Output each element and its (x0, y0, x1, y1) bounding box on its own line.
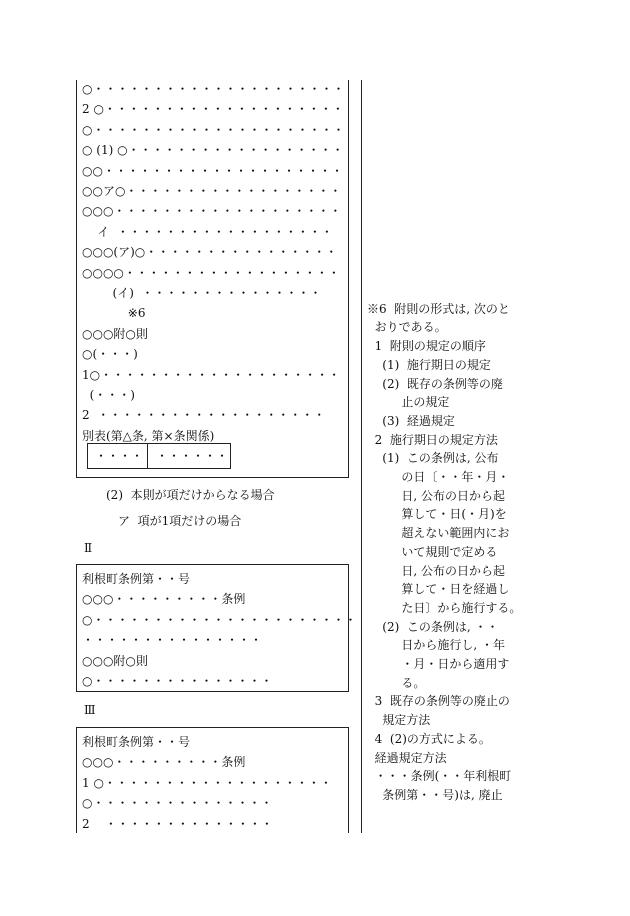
note-line: 規定方法 (367, 713, 431, 727)
note-line: 3 既存の条例等の廃止の (367, 694, 510, 708)
appendix-table-cell: ・・・・・・ (156, 449, 229, 463)
note-line: (1) この条例は, 公布 (367, 451, 499, 465)
box1-line: ○・・・・・・・・・・・・・・・・・・・・・ (82, 82, 345, 96)
note-line: (1) 施行期日の規定 (367, 358, 491, 372)
note-line: 算して・日(・月)を (367, 507, 507, 521)
box1-line: 1○・・・・・・・・・・・・・・・・・・・・ (82, 368, 341, 382)
appendix-table-divider (147, 443, 148, 469)
box1-bottom-border (76, 477, 349, 478)
box1-footnote-mark: ※6 (82, 306, 146, 320)
note-line: ※6 附則の形式は, 次のと (367, 302, 510, 316)
box1-right-border (348, 80, 349, 478)
box1-left-border (76, 80, 77, 478)
box1-line: ○○○・・・・・・・・・・・・・・・・・・・ (82, 204, 342, 218)
box2-line: ○・・・・・・・・・・・・・・・・・・・・・・ (82, 613, 357, 627)
box3-line: ○○○・・・・・・・・・条例 (82, 755, 246, 769)
box1-line: (イ) ・・・・・・・・・・・・・・・ (82, 286, 322, 300)
box2-line: ○・・・・・・・・・・・・・・・ (82, 674, 273, 688)
note-line: 超えない範囲内にお (367, 526, 510, 540)
box2-line: 利根町条例第・・号 (82, 572, 191, 586)
box3-line: ○・・・・・・・・・・・・・・・ (82, 796, 273, 810)
box3-line: 2 ・・・・・・・・・・・・・・ (82, 817, 273, 831)
note-line: 日, 公布の日から起 (367, 564, 505, 578)
box1-line: (・・・) (82, 388, 135, 402)
note-line: (2) この条例は, ・・ (367, 620, 499, 634)
note-line: (3) 経過規定 (367, 414, 455, 428)
box2-line: ・・・・・・・・・・・・・・・ (82, 633, 263, 647)
note-line: おりである。 (367, 320, 447, 334)
note-line: 日から施行し, ・年 (367, 638, 505, 652)
note-line: (2) 既存の条例等の廃 (367, 377, 503, 391)
box1-line: ○○○(ア)○・・・・・・・・・・・・・・・・ (82, 245, 338, 259)
section-heading-2: (2) 本則が項だけからなる場合 (106, 488, 275, 502)
note-line: 算して・日を経過し (367, 582, 510, 596)
note-line: ・・・条例(・・年利根町 (367, 769, 512, 783)
box1-line: ○ (1) ○・・・・・・・・・・・・・・・・・・ (82, 143, 344, 157)
box1-line: ○(・・・) (82, 347, 138, 361)
appendix-table-cell: ・・・・ (95, 449, 144, 463)
box3-left-border (76, 727, 77, 833)
note-line: 経過規定方法 (367, 751, 447, 765)
column-divider (361, 80, 362, 833)
example-label-ii: Ⅱ (84, 541, 93, 555)
note-line: 止の規定 (367, 395, 450, 409)
note-line: の日〔・・年・月・ (367, 470, 510, 484)
note-line: た日〕から施行する。 (367, 601, 522, 615)
box3-line: 利根町条例第・・号 (82, 735, 191, 749)
note-line: 条例第・・号)は, 廃止 (367, 788, 503, 802)
note-line: 4 (2)の方式による。 (367, 732, 491, 746)
box1-line: 2 ○・・・・・・・・・・・・・・・・・・・・ (82, 102, 344, 116)
box3-line: 1 ○・・・・・・・・・・・・・・・・・・・ (82, 776, 332, 790)
box1-line: ○・・・・・・・・・・・・・・・・・・・・・ (82, 123, 345, 137)
box1-line: ○○○附○則 (82, 327, 148, 341)
note-line: ・月・日から適用す (367, 657, 510, 671)
note-line: いて規則で定める (367, 545, 498, 559)
box2-line: ○○○附○則 (82, 654, 148, 668)
box1-line: ○○○○・・・・・・・・・・・・・・・・・・ (82, 266, 340, 280)
note-line: 1 附則の規定の順序 (367, 339, 486, 353)
box3-right-border (348, 727, 349, 833)
section-heading-a: ア 項が1項だけの場合 (118, 514, 242, 528)
note-line: 日, 公布の日から起 (367, 489, 505, 503)
box3-top-border (76, 727, 349, 728)
box1-line: 2 ・・・・・・・・・・・・・・・・・・・ (82, 408, 326, 422)
box2-line: ○○○・・・・・・・・・条例 (82, 592, 246, 606)
example-label-iii: Ⅲ (84, 703, 96, 717)
box1-line: イ ・・・・・・・・・・・・・・・・・・ (82, 225, 333, 239)
note-line: 2 施行期日の規定方法 (367, 433, 498, 447)
box1-line: ○○ア○・・・・・・・・・・・・・・・・・・ (82, 184, 342, 198)
note-line: る。 (367, 676, 426, 690)
box1-line: 別表(第△条, 第×条関係) (82, 429, 215, 443)
box1-line: ○○・・・・・・・・・・・・・・・・・・・・ (82, 164, 343, 178)
